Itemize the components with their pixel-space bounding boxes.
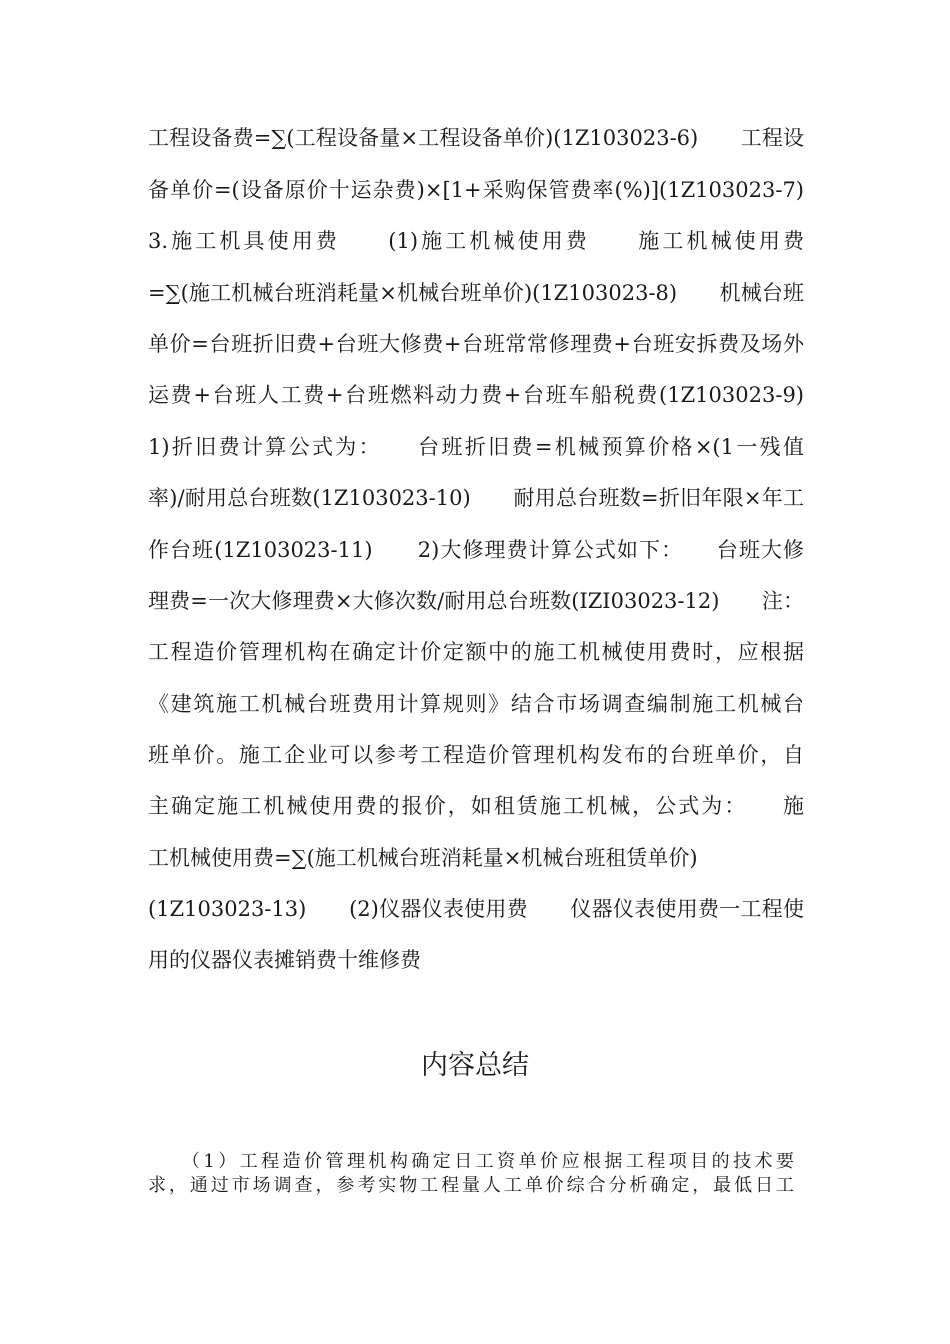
- body-line-12: 《建筑施工机械台班费用计算规则》结合市场调查编制施工机械台: [148, 692, 804, 716]
- body-line-13: 班单价。施工企业可以参考工程造价管理机构发布的台班单价，自: [148, 743, 804, 767]
- body-line-16: (1Z103023-13) (2)仪器仪表使用费 仪器仪表使用费一工程使: [148, 897, 804, 921]
- body-line-7: 1)折旧费计算公式为： 台班折旧费=机械预算价格×(1一残值: [148, 435, 804, 459]
- body-line-8: 率)/耐用总台班数(1Z103023-10) 耐用总台班数=折旧年限×年工: [148, 486, 804, 510]
- summary-line-2: 求，通过市场调查，参考实物工程量人工单价综合分析确定，最低日工: [148, 1175, 794, 1196]
- body-line-10: 理费=一次大修理费×大修次数/耐用总台班数(IZI03023-12) 注：: [148, 589, 804, 613]
- body-line-3: 3.施工机具使用费 (1)施工机械使用费 施工机械使用费: [148, 229, 804, 253]
- body-line-9: 作台班(1Z103023-11) 2)大修理费计算公式如下： 台班大修: [148, 538, 804, 562]
- summary-heading: 内容总结: [421, 1050, 529, 1081]
- body-line-6: 运费+台班人工费+台班燃料动力费+台班车船税费(1Z103023-9): [148, 383, 804, 407]
- body-line-5: 单价=台班折旧费+台班大修费+台班常常修理费+台班安拆费及场外: [148, 332, 804, 356]
- body-line-17: 用的仪器仪表摊销费十维修费: [148, 948, 421, 972]
- body-line-11: 工程造价管理机构在确定计价定额中的施工机械使用费时，应根据: [148, 640, 804, 664]
- summary-line-1: （1）工程造价管理机构确定日工资单价应根据工程项目的技术要: [148, 1151, 794, 1172]
- body-line-15: 工机械使用费=∑(施工机械台班消耗量×机械台班租赁单价): [148, 846, 698, 870]
- body-line-1: 工程设备费=∑(工程设备量×工程设备单价)(1Z103023-6) 工程设: [148, 126, 804, 150]
- body-line-2: 备单价=(设备原价十运杂费)×[1+采购保管费率(%)](1Z103023-7): [148, 178, 804, 202]
- body-line-4: =∑(施工机械台班消耗量×机械台班单价)(1Z103023-8) 机械台班: [148, 281, 804, 305]
- body-line-14: 主确定施工机械使用费的报价，如租赁施工机械，公式为： 施: [148, 794, 804, 818]
